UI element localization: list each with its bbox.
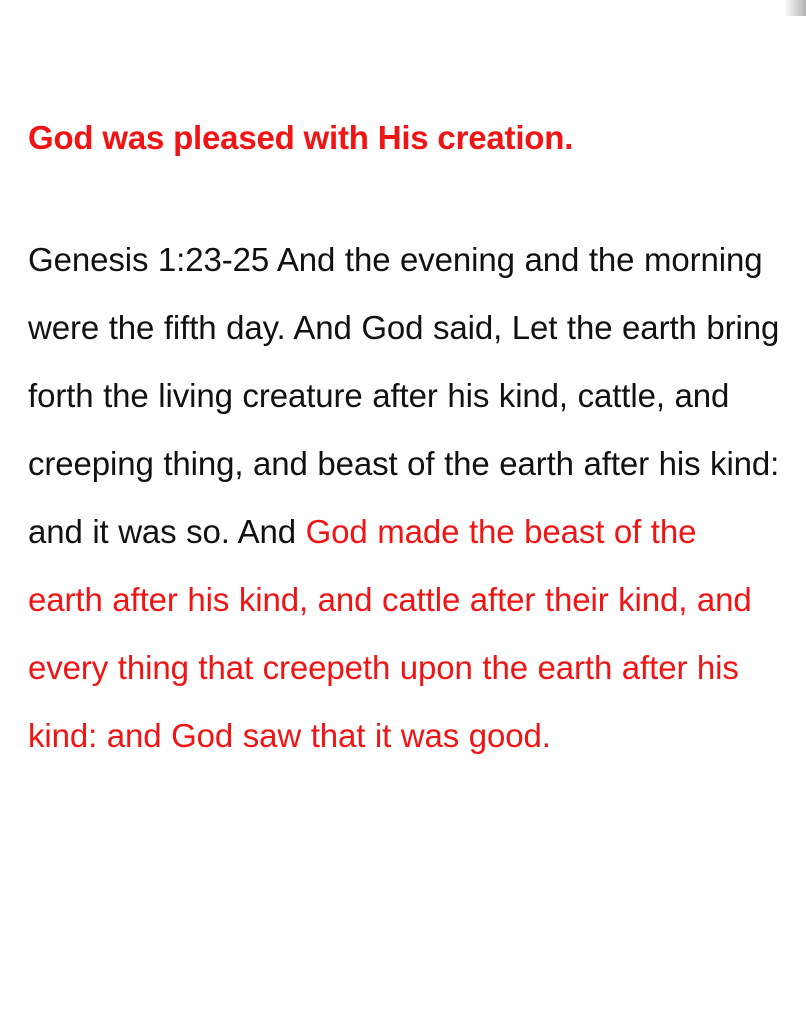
scripture-highlighted: God made the beast of the earth after his kind, and cattle after their kind, and every thing that creepeth upon the earth after his kind: and God saw that it was good.	[28, 512, 752, 754]
scripture-paragraph	[28, 158, 780, 770]
scripture-reference-and-intro: Genesis 1:23-25 And the evening and the morning were the fifth day. And God said, Let the earth bring forth the living creature after his kind, cattle, and creeping thing, and beast of the earth after his kind: and it was so. And	[28, 240, 780, 550]
document-content	[28, 0, 780, 770]
page-title: God was pleased with His creation.	[28, 119, 574, 156]
edge-shadow	[784, 0, 806, 16]
